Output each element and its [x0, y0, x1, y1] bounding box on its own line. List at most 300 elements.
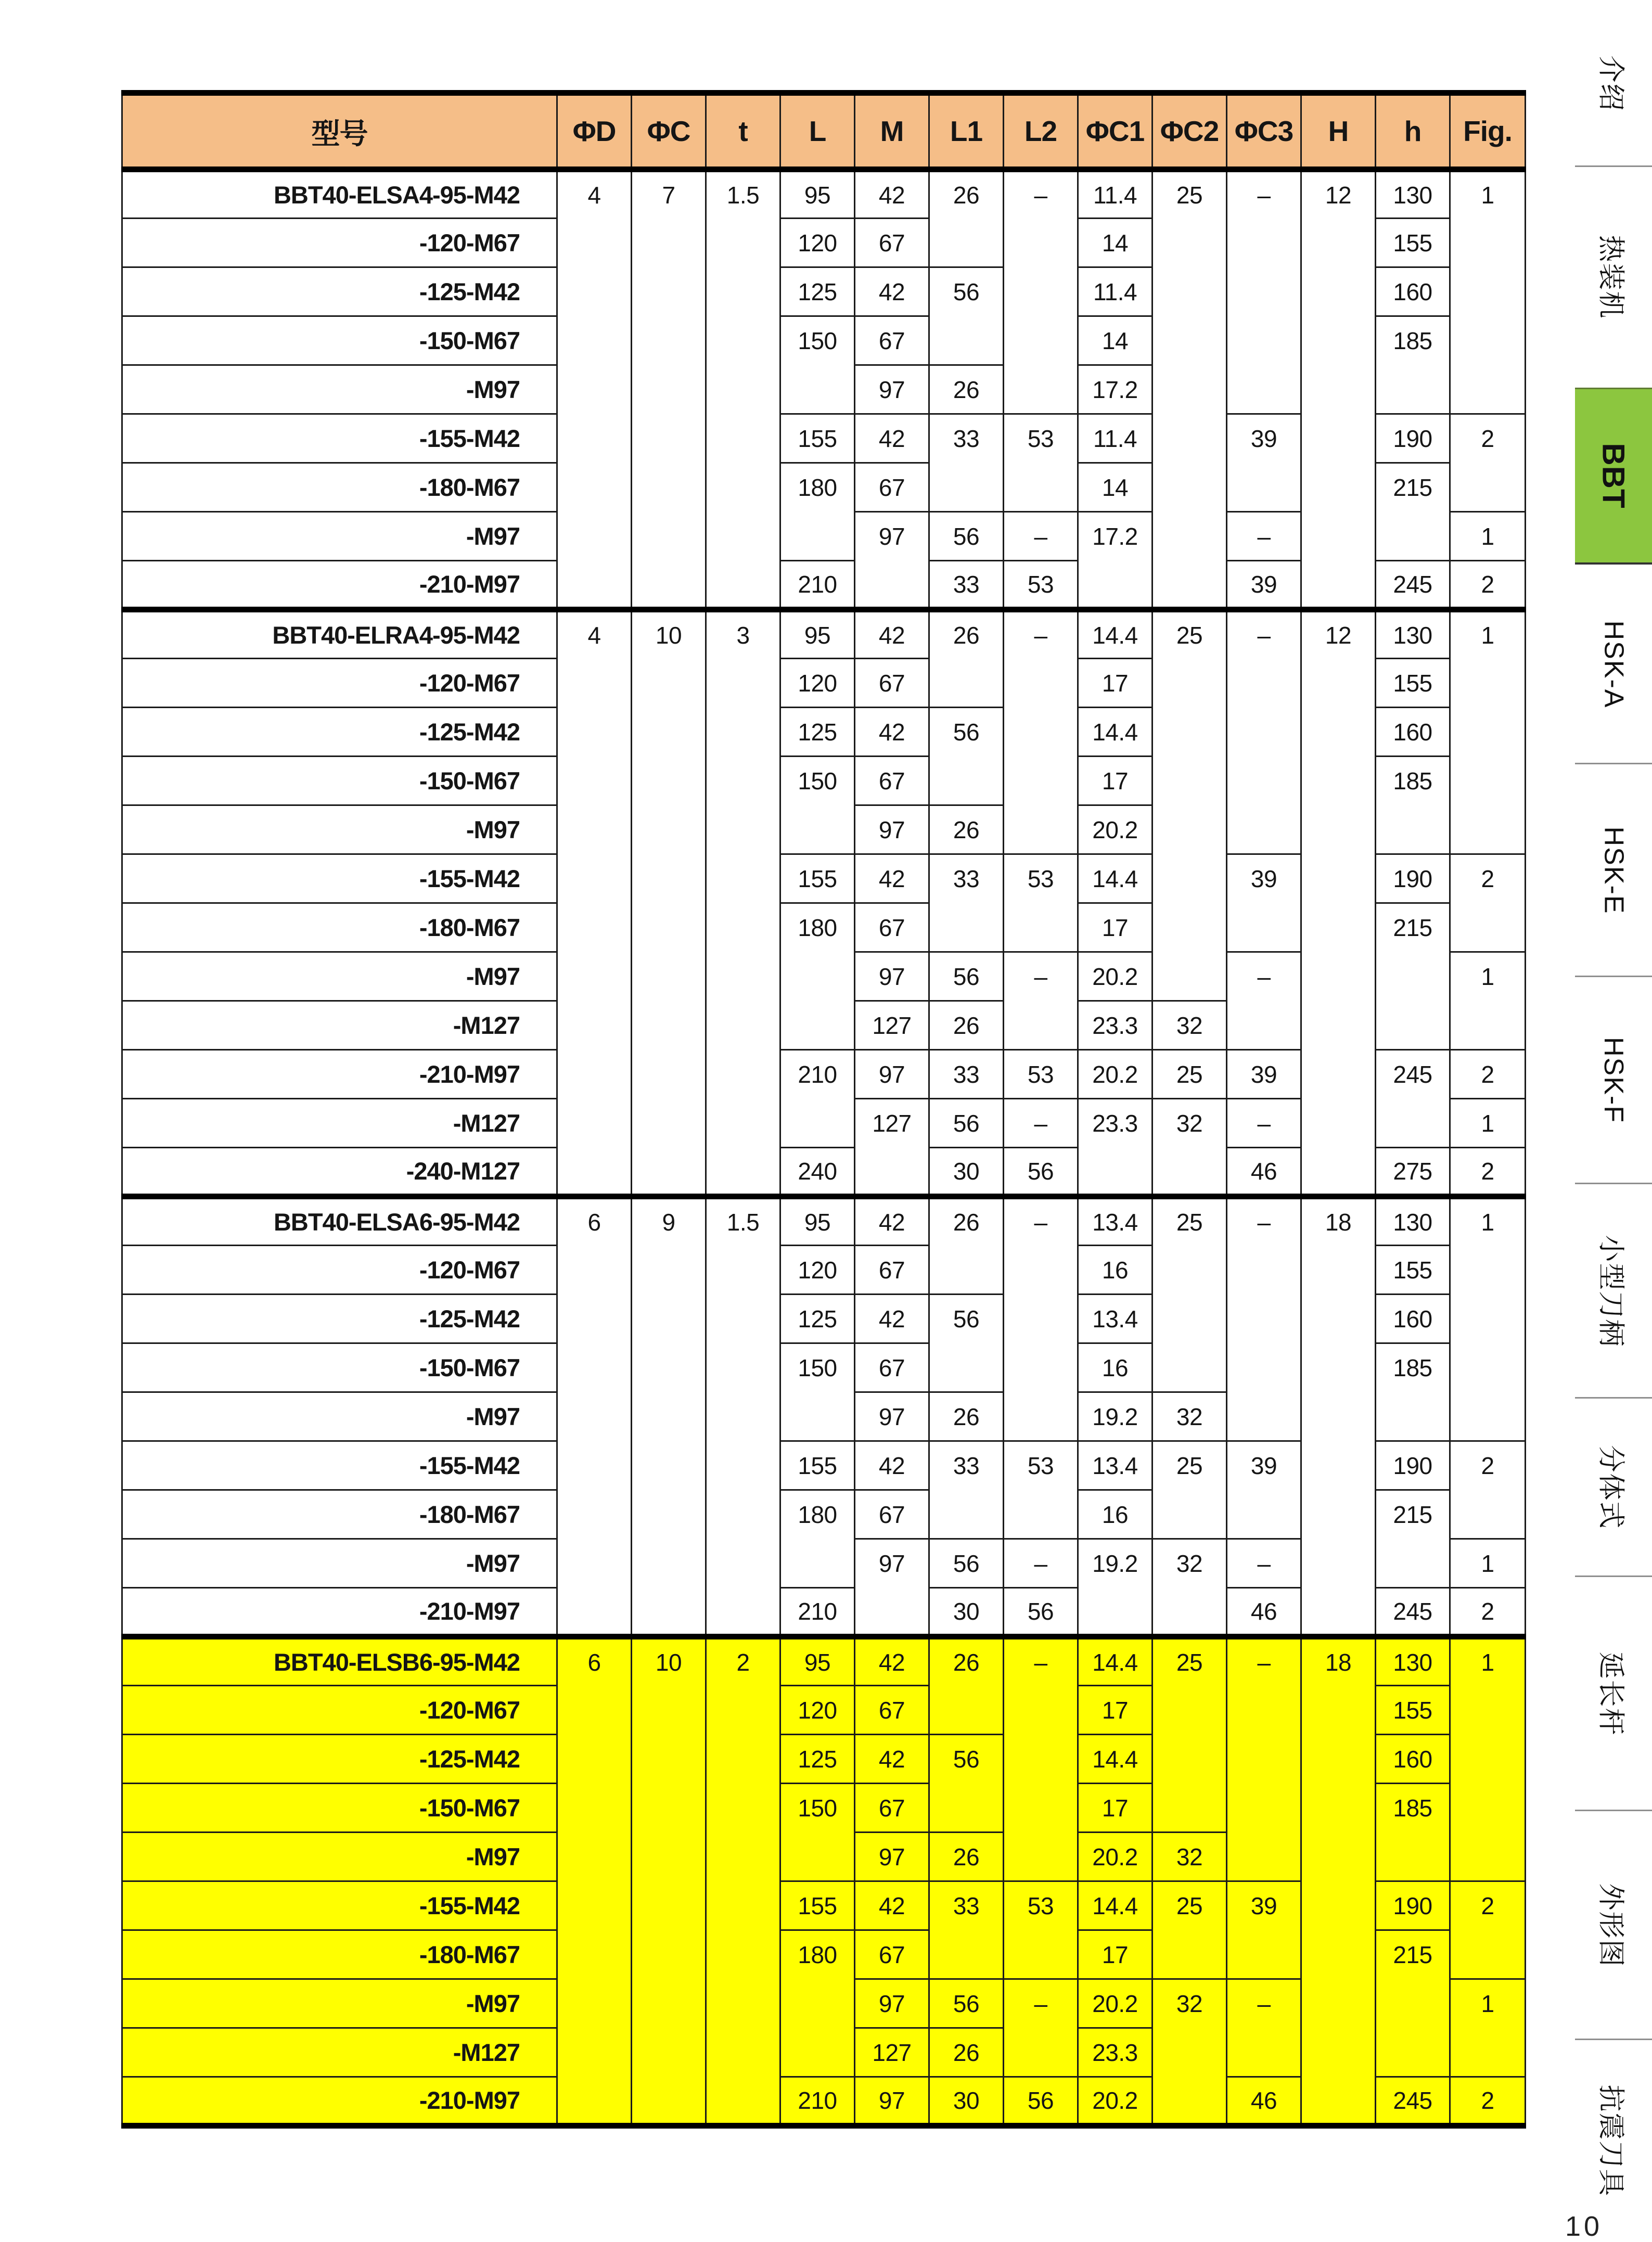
- value-cell: [706, 1441, 780, 1490]
- sidebar-item-label: BBT: [1596, 443, 1631, 509]
- model-cell: -150-M67: [122, 1343, 557, 1392]
- model-cell: -150-M67: [122, 1784, 557, 1833]
- value-cell: [929, 757, 1004, 805]
- value-cell: 120: [780, 659, 855, 708]
- sidebar-item-bbt[interactable]: [1575, 388, 1652, 565]
- value-cell: 1: [1450, 170, 1526, 219]
- table-row: [122, 1246, 1526, 1295]
- value-cell: 3: [706, 610, 780, 659]
- value-cell: 39: [1227, 561, 1301, 610]
- value-cell: 26: [929, 1001, 1004, 1050]
- sidebar-item-label: 抗震刀具: [1595, 2084, 1626, 2197]
- value-cell: 56: [929, 1735, 1004, 1784]
- value-cell: [1227, 365, 1301, 414]
- value-cell: 46: [1227, 1588, 1301, 1637]
- value-cell: [1301, 1490, 1376, 1539]
- value-cell: 180: [780, 1930, 855, 1979]
- value-cell: 97: [855, 365, 929, 414]
- value-cell: –: [1004, 1979, 1078, 2028]
- value-cell: [1152, 463, 1227, 512]
- value-cell: [706, 1833, 780, 1881]
- value-cell: 42: [855, 854, 929, 903]
- sidebar-item-label: 外形图: [1595, 1882, 1626, 1968]
- value-cell: [1227, 1784, 1301, 1833]
- value-cell: [1301, 1099, 1376, 1148]
- value-cell: 42: [855, 708, 929, 757]
- value-cell: [1227, 1490, 1301, 1539]
- table-row: [122, 1441, 1526, 1490]
- value-cell: 1: [1450, 1197, 1526, 1246]
- value-cell: 1: [1450, 952, 1526, 1001]
- value-cell: 17: [1078, 903, 1152, 952]
- sidebar-item-label: 小型刀柄: [1595, 1234, 1626, 1348]
- value-cell: 97: [855, 1979, 929, 2028]
- value-cell: [1152, 1735, 1227, 1784]
- model-cell: -120-M67: [122, 1246, 557, 1295]
- table-row: [122, 1197, 1526, 1246]
- value-cell: [1450, 1735, 1526, 1784]
- column-header: L1: [929, 93, 1004, 170]
- value-cell: [780, 1539, 855, 1588]
- value-cell: [1004, 1343, 1078, 1392]
- value-cell: 215: [1376, 463, 1450, 512]
- sidebar-item-hsk-a[interactable]: [1575, 565, 1652, 764]
- value-cell: [632, 267, 706, 316]
- value-cell: [1227, 757, 1301, 805]
- table-row: [122, 610, 1526, 659]
- value-cell: –: [1227, 1637, 1301, 1686]
- value-cell: 11.4: [1078, 267, 1152, 316]
- value-cell: 10: [632, 1637, 706, 1686]
- value-cell: [1376, 2028, 1450, 2077]
- table-row: [122, 1099, 1526, 1148]
- model-cell: -M97: [122, 365, 557, 414]
- value-cell: 2: [706, 1637, 780, 1686]
- value-cell: [1004, 267, 1078, 316]
- value-cell: 17: [1078, 1686, 1152, 1735]
- value-cell: 215: [1376, 903, 1450, 952]
- value-cell: [1301, 414, 1376, 463]
- value-cell: [706, 1343, 780, 1392]
- model-cell: BBT40-ELSA4-95-M42: [122, 170, 557, 219]
- value-cell: [1152, 1588, 1227, 1637]
- value-cell: 155: [1376, 219, 1450, 267]
- value-cell: [1152, 1343, 1227, 1392]
- model-cell: -180-M67: [122, 463, 557, 512]
- value-cell: [632, 1490, 706, 1539]
- value-cell: 20.2: [1078, 805, 1152, 854]
- value-cell: [557, 1833, 632, 1881]
- table-row: [122, 1148, 1526, 1197]
- value-cell: 26: [929, 2028, 1004, 2077]
- value-cell: [1450, 1001, 1526, 1050]
- value-cell: [1227, 1833, 1301, 1881]
- value-cell: 20.2: [1078, 952, 1152, 1001]
- value-cell: 6: [557, 1637, 632, 1686]
- value-cell: [632, 463, 706, 512]
- value-cell: 18: [1301, 1197, 1376, 1246]
- value-cell: [1152, 805, 1227, 854]
- value-cell: [1301, 903, 1376, 952]
- value-cell: [632, 1784, 706, 1833]
- value-cell: [1227, 1246, 1301, 1295]
- value-cell: 42: [855, 1295, 929, 1343]
- value-cell: [1301, 2028, 1376, 2077]
- value-cell: [1227, 1343, 1301, 1392]
- sidebar-divider: [1575, 1397, 1652, 1399]
- column-header: M: [855, 93, 929, 170]
- value-cell: [632, 903, 706, 952]
- table-row: [122, 1637, 1526, 1686]
- model-cell: -M97: [122, 512, 557, 561]
- table-row: [122, 2077, 1526, 2126]
- value-cell: 160: [1376, 267, 1450, 316]
- sidebar-item-shrink-machine[interactable]: [1575, 166, 1652, 388]
- value-cell: [557, 1343, 632, 1392]
- value-cell: [557, 1979, 632, 2028]
- value-cell: [706, 903, 780, 952]
- value-cell: [1004, 1295, 1078, 1343]
- value-cell: 16: [1078, 1246, 1152, 1295]
- model-cell: -M97: [122, 1979, 557, 2028]
- sidebar-item-hsk-f[interactable]: [1575, 977, 1652, 1184]
- value-cell: 17: [1078, 1930, 1152, 1979]
- value-cell: 190: [1376, 414, 1450, 463]
- model-cell: -120-M67: [122, 659, 557, 708]
- value-cell: [1004, 805, 1078, 854]
- value-cell: [632, 854, 706, 903]
- model-cell: -M97: [122, 1392, 557, 1441]
- value-cell: [1301, 463, 1376, 512]
- value-cell: [1450, 757, 1526, 805]
- value-cell: [929, 1686, 1004, 1735]
- value-cell: [1004, 1246, 1078, 1295]
- value-cell: [1301, 1246, 1376, 1295]
- value-cell: [1004, 903, 1078, 952]
- value-cell: [706, 365, 780, 414]
- value-cell: [1004, 659, 1078, 708]
- value-cell: 26: [929, 170, 1004, 219]
- value-cell: [557, 1148, 632, 1197]
- value-cell: 56: [1004, 1148, 1078, 1197]
- sidebar-item-small-holders[interactable]: [1575, 1184, 1652, 1398]
- value-cell: [1004, 757, 1078, 805]
- table-row: [122, 1050, 1526, 1099]
- value-cell: 67: [855, 1686, 929, 1735]
- model-cell: -155-M42: [122, 414, 557, 463]
- value-cell: [706, 1001, 780, 1050]
- value-cell: [1078, 561, 1152, 610]
- value-cell: [1004, 365, 1078, 414]
- value-cell: 160: [1376, 1295, 1450, 1343]
- value-cell: [706, 1246, 780, 1295]
- value-cell: [706, 463, 780, 512]
- value-cell: [1227, 903, 1301, 952]
- table-row: [122, 1735, 1526, 1784]
- column-header: H: [1301, 93, 1376, 170]
- value-cell: [632, 1343, 706, 1392]
- value-cell: [1004, 1392, 1078, 1441]
- value-cell: [557, 2028, 632, 2077]
- value-cell: 53: [1004, 1881, 1078, 1930]
- value-cell: 67: [855, 316, 929, 365]
- value-cell: –: [1004, 512, 1078, 561]
- model-cell: -125-M42: [122, 1735, 557, 1784]
- table-row: [122, 1343, 1526, 1392]
- sidebar-divider: [1575, 1575, 1652, 1577]
- value-cell: [855, 561, 929, 610]
- value-cell: [706, 1930, 780, 1979]
- value-cell: 20.2: [1078, 1833, 1152, 1881]
- sidebar-divider: [1575, 763, 1652, 764]
- value-cell: 97: [855, 805, 929, 854]
- value-cell: 42: [855, 610, 929, 659]
- value-cell: 20.2: [1078, 2077, 1152, 2126]
- value-cell: 53: [1004, 1441, 1078, 1490]
- model-cell: BBT40-ELSB6-95-M42: [122, 1637, 557, 1686]
- value-cell: [1152, 561, 1227, 610]
- value-cell: [1152, 1930, 1227, 1979]
- sidebar-divider: [1575, 976, 1652, 977]
- value-cell: 210: [780, 561, 855, 610]
- value-cell: [1004, 2028, 1078, 2077]
- value-cell: 2: [1450, 414, 1526, 463]
- sidebar-item-extension-rod[interactable]: [1575, 1577, 1652, 1811]
- value-cell: [1301, 2077, 1376, 2126]
- value-cell: [1450, 1246, 1526, 1295]
- value-cell: [632, 708, 706, 757]
- value-cell: 56: [929, 1979, 1004, 2028]
- value-cell: 1.5: [706, 1197, 780, 1246]
- value-cell: 30: [929, 2077, 1004, 2126]
- model-cell: -210-M97: [122, 561, 557, 610]
- model-cell: -M127: [122, 1001, 557, 1050]
- value-cell: 67: [855, 903, 929, 952]
- value-cell: [1004, 1735, 1078, 1784]
- value-cell: [1227, 1735, 1301, 1784]
- value-cell: [780, 1833, 855, 1881]
- value-cell: 13.4: [1078, 1197, 1152, 1246]
- sidebar-item-hsk-e[interactable]: [1575, 764, 1652, 977]
- value-cell: 33: [929, 1881, 1004, 1930]
- value-cell: [780, 1979, 855, 2028]
- value-cell: –: [1227, 1979, 1301, 2028]
- value-cell: [1152, 1295, 1227, 1343]
- sidebar-item-split-type[interactable]: [1575, 1398, 1652, 1577]
- value-cell: 125: [780, 1735, 855, 1784]
- value-cell: [1301, 1148, 1376, 1197]
- value-cell: 42: [855, 1637, 929, 1686]
- sidebar-divider: [1575, 165, 1652, 167]
- value-cell: [929, 463, 1004, 512]
- value-cell: [1227, 1392, 1301, 1441]
- value-cell: 26: [929, 365, 1004, 414]
- value-cell: 42: [855, 1735, 929, 1784]
- value-cell: 33: [929, 1441, 1004, 1490]
- value-cell: 23.3: [1078, 1099, 1152, 1148]
- value-cell: 130: [1376, 1637, 1450, 1686]
- value-cell: [1301, 1050, 1376, 1099]
- value-cell: [706, 1295, 780, 1343]
- value-cell: [929, 1343, 1004, 1392]
- value-cell: 32: [1152, 1833, 1227, 1881]
- value-cell: 185: [1376, 1784, 1450, 1833]
- value-cell: [780, 365, 855, 414]
- value-cell: [557, 708, 632, 757]
- value-cell: 32: [1152, 1979, 1227, 2028]
- value-cell: [1301, 1392, 1376, 1441]
- value-cell: 26: [929, 805, 1004, 854]
- value-cell: [706, 1490, 780, 1539]
- sidebar-item-label: 分体式: [1595, 1445, 1626, 1530]
- value-cell: 190: [1376, 854, 1450, 903]
- value-cell: 14.4: [1078, 1637, 1152, 1686]
- table-row: [122, 2028, 1526, 2077]
- value-cell: 33: [929, 1050, 1004, 1099]
- value-cell: [780, 2028, 855, 2077]
- column-header: ΦC: [632, 93, 706, 170]
- value-cell: 2: [1450, 1441, 1526, 1490]
- value-cell: 42: [855, 170, 929, 219]
- value-cell: 2: [1450, 561, 1526, 610]
- model-cell: -180-M67: [122, 1930, 557, 1979]
- value-cell: 16: [1078, 1343, 1152, 1392]
- value-cell: 14.4: [1078, 1735, 1152, 1784]
- table-row: [122, 1881, 1526, 1930]
- value-cell: 16: [1078, 1490, 1152, 1539]
- column-header: ΦC2: [1152, 93, 1227, 170]
- value-cell: [706, 316, 780, 365]
- value-cell: 210: [780, 1050, 855, 1099]
- value-cell: [1004, 316, 1078, 365]
- table-row: [122, 903, 1526, 952]
- sidebar-item-outline-drawing[interactable]: [1575, 1811, 1652, 2040]
- value-cell: 7: [632, 170, 706, 219]
- value-cell: [632, 1099, 706, 1148]
- column-header: 型号: [122, 93, 557, 170]
- value-cell: 150: [780, 757, 855, 805]
- value-cell: –: [1004, 170, 1078, 219]
- value-cell: 190: [1376, 1881, 1450, 1930]
- value-cell: [1301, 1539, 1376, 1588]
- value-cell: 4: [557, 170, 632, 219]
- value-cell: 56: [929, 512, 1004, 561]
- model-cell: -210-M97: [122, 2077, 557, 2126]
- value-cell: [632, 805, 706, 854]
- value-cell: [632, 1735, 706, 1784]
- value-cell: [557, 316, 632, 365]
- value-cell: [706, 757, 780, 805]
- value-cell: 6: [557, 1197, 632, 1246]
- value-cell: [632, 2028, 706, 2077]
- column-header: ΦD: [557, 93, 632, 170]
- value-cell: [557, 1881, 632, 1930]
- value-cell: [1152, 903, 1227, 952]
- value-cell: [1301, 952, 1376, 1001]
- model-cell: -155-M42: [122, 854, 557, 903]
- value-cell: 155: [780, 414, 855, 463]
- value-cell: [929, 1490, 1004, 1539]
- value-cell: [1152, 1148, 1227, 1197]
- value-cell: [1301, 219, 1376, 267]
- model-cell: -120-M67: [122, 219, 557, 267]
- value-cell: 56: [929, 708, 1004, 757]
- value-cell: [632, 1686, 706, 1735]
- value-cell: [1450, 1833, 1526, 1881]
- value-cell: [632, 1001, 706, 1050]
- model-cell: BBT40-ELRA4-95-M42: [122, 610, 557, 659]
- value-cell: 2: [1450, 1588, 1526, 1637]
- sidebar-item-label: 介绍: [1595, 55, 1626, 112]
- value-cell: 150: [780, 1343, 855, 1392]
- value-cell: [1152, 267, 1227, 316]
- value-cell: 11.4: [1078, 414, 1152, 463]
- value-cell: [1004, 1490, 1078, 1539]
- sidebar-item-label: HSK-E: [1598, 826, 1629, 914]
- value-cell: 12: [1301, 170, 1376, 219]
- value-cell: [557, 1246, 632, 1295]
- value-cell: [557, 659, 632, 708]
- value-cell: [1450, 1490, 1526, 1539]
- value-cell: [1450, 708, 1526, 757]
- value-cell: [1301, 1735, 1376, 1784]
- value-cell: 1: [1450, 1099, 1526, 1148]
- value-cell: [557, 267, 632, 316]
- sidebar-item-intro[interactable]: [1575, 0, 1652, 166]
- value-cell: 240: [780, 1148, 855, 1197]
- value-cell: 67: [855, 1246, 929, 1295]
- value-cell: [1450, 1392, 1526, 1441]
- value-cell: [1301, 805, 1376, 854]
- value-cell: 275: [1376, 1148, 1450, 1197]
- value-cell: 33: [929, 561, 1004, 610]
- value-cell: 25: [1152, 1637, 1227, 1686]
- value-cell: 20.2: [1078, 1979, 1152, 2028]
- value-cell: [1450, 1784, 1526, 1833]
- value-cell: 53: [1004, 854, 1078, 903]
- value-cell: [1004, 1001, 1078, 1050]
- value-cell: 39: [1227, 414, 1301, 463]
- value-cell: [929, 659, 1004, 708]
- value-cell: [632, 1833, 706, 1881]
- value-cell: [1152, 365, 1227, 414]
- value-cell: [632, 219, 706, 267]
- value-cell: [632, 1930, 706, 1979]
- value-cell: 18: [1301, 1637, 1376, 1686]
- value-cell: [706, 1148, 780, 1197]
- value-cell: 155: [1376, 1246, 1450, 1295]
- value-cell: 97: [855, 1392, 929, 1441]
- value-cell: –: [1227, 1197, 1301, 1246]
- spec-table: [121, 90, 1526, 2129]
- table-header: [122, 93, 1526, 170]
- table-row: [122, 170, 1526, 219]
- column-header: ΦC1: [1078, 93, 1152, 170]
- value-cell: 12: [1301, 610, 1376, 659]
- model-cell: BBT40-ELSA6-95-M42: [122, 1197, 557, 1246]
- table-row: [122, 1588, 1526, 1637]
- value-cell: [632, 561, 706, 610]
- value-cell: 25: [1152, 610, 1227, 659]
- value-cell: [557, 463, 632, 512]
- value-cell: 190: [1376, 1441, 1450, 1490]
- value-cell: 33: [929, 854, 1004, 903]
- value-cell: [632, 365, 706, 414]
- table-row: [122, 708, 1526, 757]
- value-cell: 245: [1376, 561, 1450, 610]
- value-cell: [706, 1050, 780, 1099]
- value-cell: [1301, 1930, 1376, 1979]
